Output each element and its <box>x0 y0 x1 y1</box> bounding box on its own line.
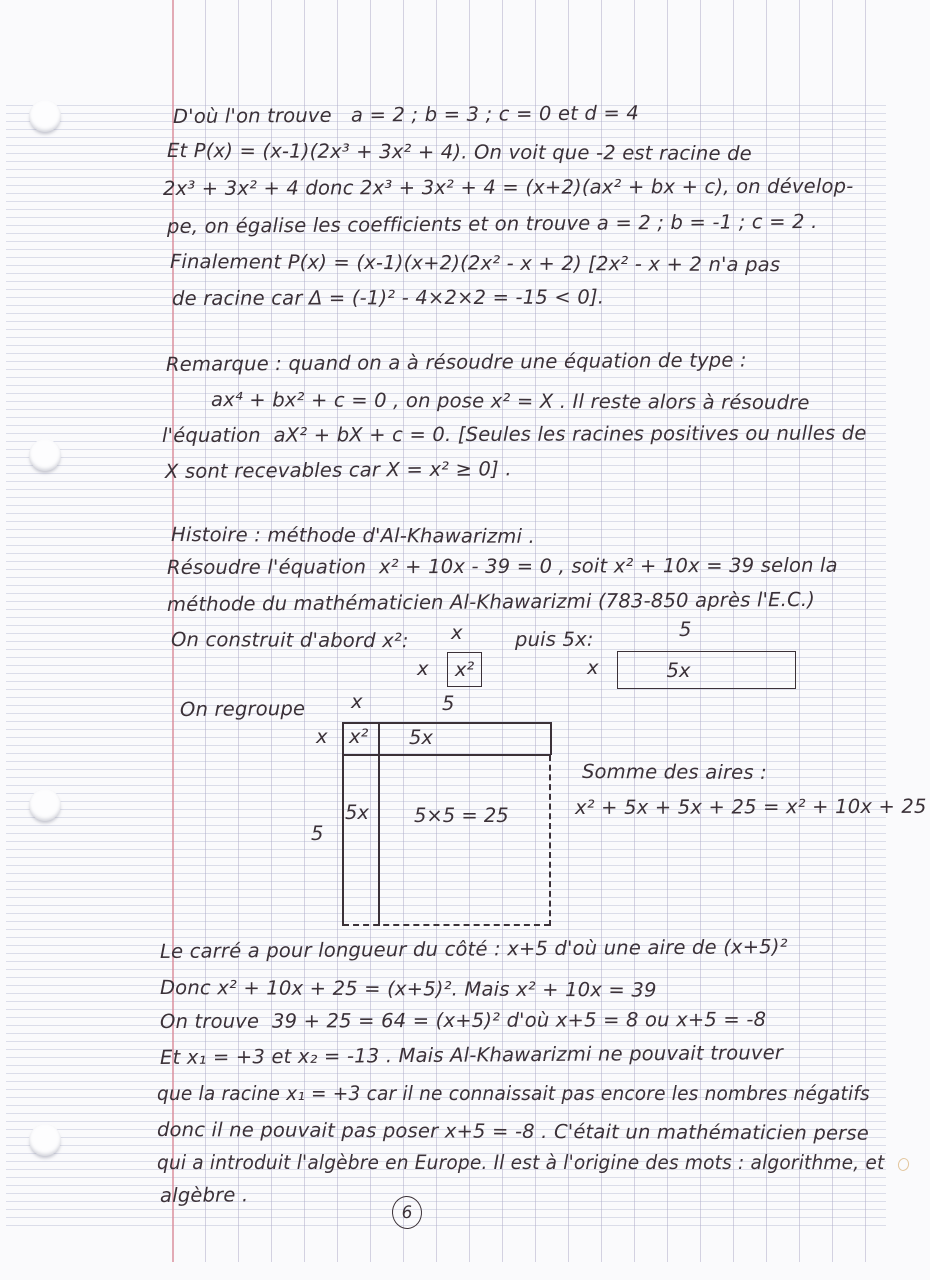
page-number <box>391 1195 423 1230</box>
handwritten-line: pe, on égalise les coefficients et on trouve a = 2 ; b = -1 ; c = 2 . <box>166 209 818 238</box>
handwritten-line: ax⁴ + bx² + c = 0 , on pose x² = X . Il reste alors à résoudre <box>210 388 810 415</box>
regroup-right-edge-solid <box>550 722 552 755</box>
binder-hole <box>29 1124 61 1156</box>
x2-square-top-label: x <box>451 621 463 644</box>
regroup-left-edge <box>342 722 344 926</box>
regroup-cell-x2: x² <box>349 725 369 748</box>
handwritten-line: Et x₁ = +3 et x₂ = -13 . Mais Al-Khawarizmi ne pouvait trouver <box>159 1041 784 1069</box>
regroup-top-edge <box>342 722 551 724</box>
scan-mark <box>897 1157 911 1172</box>
binder-hole <box>29 439 61 471</box>
handwritten-line: que la racine x₁ = +3 car il ne connaissait pas encore les nombres négatifs <box>157 1082 870 1105</box>
handwritten-line: Somme des aires : <box>581 760 767 784</box>
handwritten-line: Le carré a pour longueur du côté : x+5 d'où une aire de (x+5)² <box>159 935 788 963</box>
regroup-row-divider <box>342 754 551 756</box>
handwritten-line: On construit d'abord x²: <box>170 628 409 653</box>
binder-hole <box>29 100 61 132</box>
regroup-inner-vertical <box>378 722 380 926</box>
regroup-top-label-5: 5 <box>442 692 455 715</box>
rect-5x-outline <box>617 651 796 689</box>
regroup-cell-5x-col: 5x <box>345 801 369 824</box>
handwritten-line: puis 5x: <box>514 627 594 651</box>
x2-square-cell: x² <box>454 658 475 681</box>
regroup-cell-25: 5×5 = 25 <box>414 804 509 827</box>
handwritten-line-heading: Histoire : méthode d'Al-Khawarizmi . <box>170 523 535 548</box>
handwritten-line: D'où l'on trouve a = 2 ; b = 3 ; c = 0 et d = 4 <box>172 101 640 128</box>
page-number-value: 6 <box>400 1202 414 1223</box>
handwritten-line: algèbre . <box>159 1183 249 1207</box>
handwritten-line: Et P(x) = (x-1)(2x³ + 3x² + 4). On voit que -2 est racine de <box>166 139 752 166</box>
handwritten-line: X sont recevables car X = x² ≥ 0] . <box>164 457 512 483</box>
x2-square-left-label: x <box>417 657 429 680</box>
handwritten-line: Finalement P(x) = (x-1)(x+2)(2x² - x + 2) [2x² - x + 2 n'a pas <box>169 250 781 277</box>
handwritten-line: On trouve 39 + 25 = 64 = (x+5)² d'où x+5 = 8 ou x+5 = -8 <box>159 1007 767 1033</box>
handwritten-line: On regroupe <box>179 697 306 721</box>
binder-hole <box>29 789 61 821</box>
regroup-right-edge-dashed <box>549 755 551 926</box>
regroup-left-label-5: 5 <box>311 822 324 845</box>
regroup-top-label-x: x <box>351 690 363 713</box>
regroup-left-label-x: x <box>316 725 328 748</box>
rect-5x-left-label: x <box>587 656 599 679</box>
handwritten-line: Remarque : quand on a à résoudre une équation de type : <box>165 348 747 376</box>
rect-5x-top-label: 5 <box>679 618 692 641</box>
handwritten-line: Donc x² + 10x + 25 = (x+5)². Mais x² + 10x = 39 <box>159 976 657 1002</box>
regroup-cell-5x-row: 5x <box>409 726 433 749</box>
handwritten-line: de racine car Δ = (-1)² - 4×2×2 = -15 < 0]. <box>171 285 605 310</box>
handwritten-line: l'équation aX² + bX + c = 0. [Seules les racines positives ou nulles de <box>161 421 867 447</box>
handwritten-line: qui a introduit l'algèbre en Europe. Il est à l'origine des mots : algorithme, et <box>157 1151 885 1174</box>
handwritten-line: méthode du mathématicien Al-Khawarizmi (783-850 après l'E.C.) <box>166 587 816 616</box>
rect-5x-cell: 5x <box>666 658 691 682</box>
x2-square-outline <box>447 652 482 687</box>
handwritten-line: x² + 5x + 5x + 25 = x² + 10x + 25 <box>574 794 927 819</box>
handwritten-line: donc il ne pouvait pas poser x+5 = -8 . C'était un mathématicien perse <box>156 1118 870 1145</box>
handwritten-line: Résoudre l'équation x² + 10x - 39 = 0 , soit x² + 10x = 39 selon la <box>166 553 838 579</box>
handwritten-line: 2x³ + 3x² + 4 donc 2x³ + 3x² + 4 = (x+2)(ax² + bx + c), on dévelop- <box>162 174 854 200</box>
regroup-bottom-edge-dashed <box>343 924 550 926</box>
